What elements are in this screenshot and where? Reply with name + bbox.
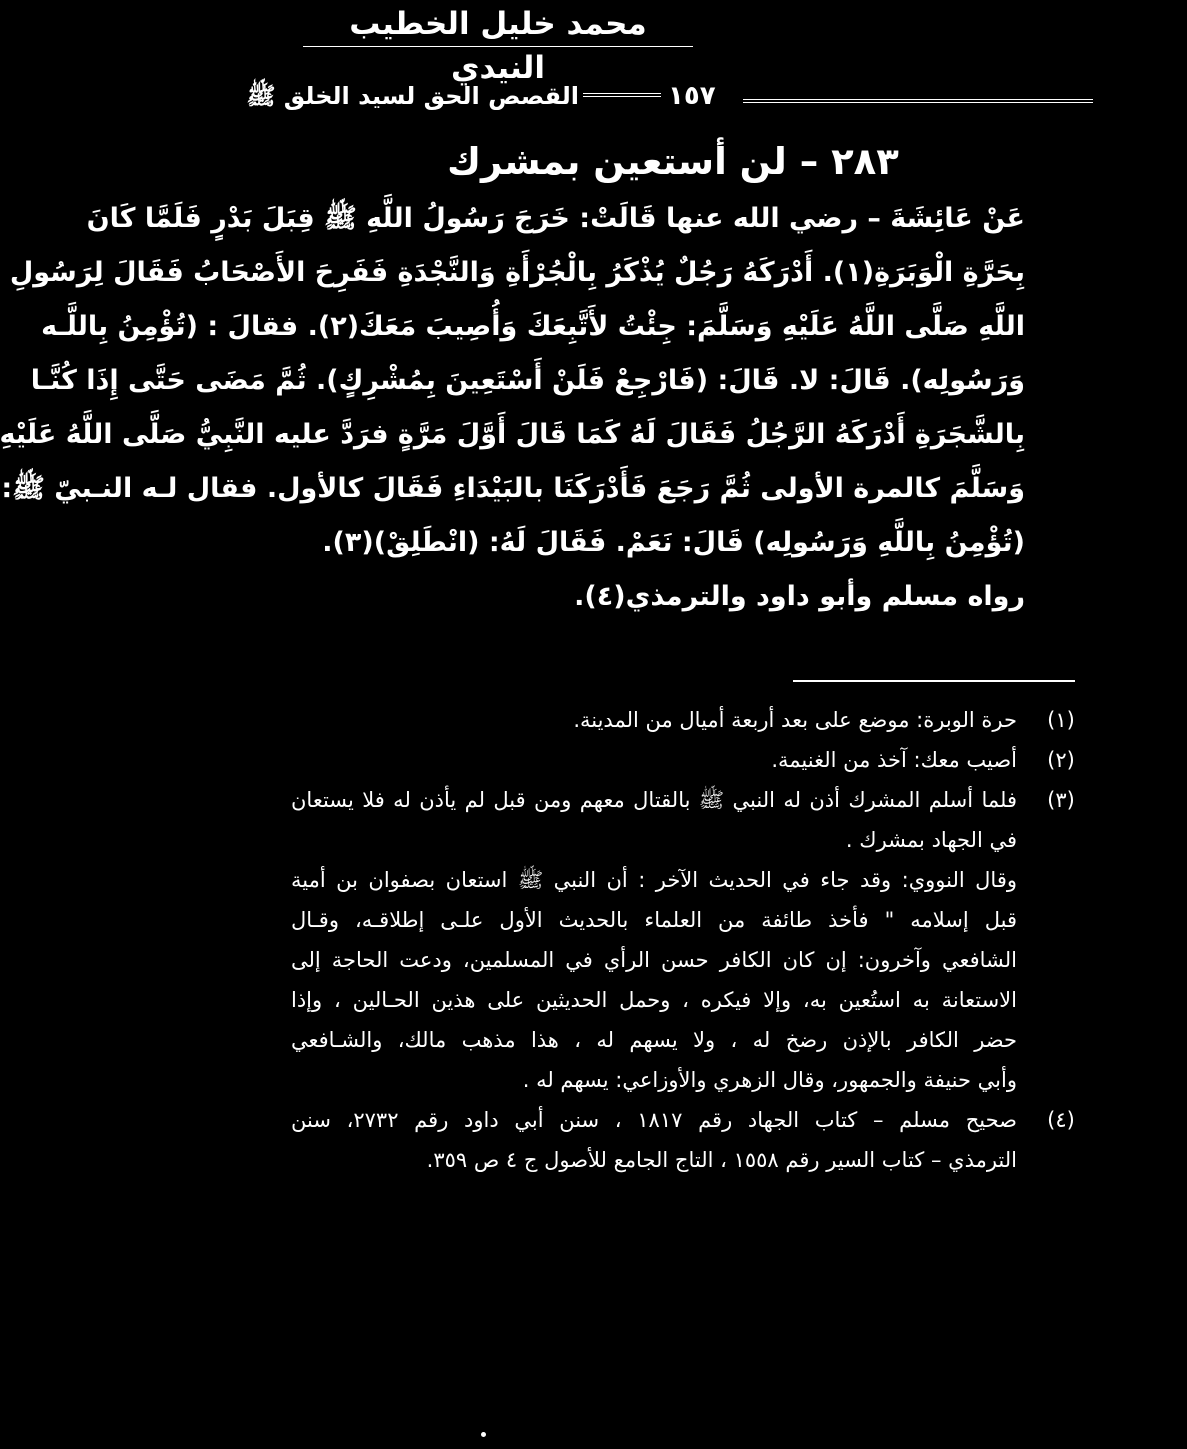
running-header [163,78,1187,114]
footnote-number: (٢) [1047,748,1075,772]
footnote-line: فلما أسلم المشرك أذن له النبي ﷺ بالقتال معهم ومن قبل لم يأذن له فلا يستعان [291,788,1017,812]
footnote [291,740,1091,780]
footnote-separator [793,680,1075,682]
hadith-line: اللَّهِ صَلَّى اللَّهُ عَلَيْهِ وَسَلَّمَ: جِئْتُ لأَتَّبِعَكَ وَأُصِيبَ مَعَكَ(٢). فقالَ : (تُؤْمِنُ بِاللَّـه [41,311,1025,342]
footnote [291,700,1091,740]
footnote-line: الترمذي – كتاب السير رقم ١٥٥٨ ، التاج الجامع للأصول ج ٤ ص ٣٥٩. [426,1148,1017,1172]
hadith-line: بِحَرَّةِ الْوَبَرَةِ(١). أَدْرَكَهُ رَجُلٌ يُذْكَرُ بِالْجُرْأَةِ وَالنَّجْدَةِ فَفَرِحَ الأَصْحَابُ فَقَالَ لِرَسُولِ [9,257,1025,288]
footnote-number: (١) [1047,708,1075,732]
footnote-line: أصيب معك: آخذ من الغنيمة. [771,748,1017,772]
footnote-line: الشافعي وآخرون: إن كان الكافر حسن الرأي في المسلمين، ودعت الحاجة إلى [291,948,1017,972]
scan-speck [481,1432,486,1437]
chapter-title: ٢٨٣ – لن أستعين بمشرك [447,140,899,183]
footnote [291,780,1091,1100]
footnote-number: (٣) [1047,788,1075,812]
hadith-line: وَسَلَّمَ كالمرة الأولى ثُمَّ رَجَعَ فَأَدْرَكَنَا بالبَيْدَاءِ فَقَالَ كالأول. فقال لـه النـبيّ ﷺ: [1,473,1025,504]
hadith-line: عَنْ عَائِشَةَ – رضي الله عنها قَالَتْ: خَرَجَ رَسُولُ اللَّهِ ﷺ قِبَلَ بَدْرٍ فَلَمَّا كَانَ [86,203,1025,234]
header-rule [743,99,1093,103]
author-name: محمد خليل الخطيب النيدي [303,2,693,47]
footnote-line: وأبي حنيفة والجمهور، وقال الزهري والأوزاعي: يسهم له . [522,1068,1017,1092]
footnote-line: قبل إسلامه " فأخذ طائفة من العلماء بالحديث الأول علـى إطلاقـه، وقـال [291,908,1017,932]
footnote-line: صحيح مسلم – كتاب الجهاد رقم ١٨١٧ ، سنن أبي داود رقم ٢٧٣٢، سنن [291,1108,1018,1132]
footnote-line: حضر الكافر بالإذن رضخ له ، ولا يسهم له ، هذا مذهب مالك، والشـافعي [291,1028,1017,1052]
page-number: ١٥٧ [668,81,716,111]
hadith-line: وَرَسُولِه). قَالَ: لا. قَالَ: (فَارْجِعْ فَلَنْ أَسْتَعِينَ بِمُشْرِكٍ). ثُمَّ مَضَى حَتَّى إِذَا كُنَّـا [30,365,1025,396]
footnotes [291,700,1091,1180]
footnote-line: الاستعانة به استُعين به، وإلا فيكره ، وحمل الحديثين على هذين الحـالين ، وإذا [291,988,1017,1012]
hadith-line: بِالشَّجَرَةِ أَدْرَكَهُ الرَّجُلُ فَقَالَ لَهُ كَمَا قَالَ أَوَّلَ مَرَّةٍ فرَدَّ عليه النَّبِيُّ صَلَّى اللَّهُ عَلَيْهِ [0,419,1025,450]
header-rule [583,93,661,97]
footnote-line: وقال النووي: وقد جاء في الحديث الآخر : أن النبي ﷺ استعان بصفوان بن أمية [291,868,1017,892]
footnote-line: حرة الوبرة: موضع على بعد أربعة أميال من المدينة. [573,708,1017,732]
footnote-number: (٤) [1047,1108,1075,1132]
hadith-line: (تُؤْمِنُ بِاللَّهِ وَرَسُولِه) قَالَ: نَعَمْ. فَقَالَ لَهُ: (انْطَلِقْ)(٣). [322,527,1025,558]
running-title: القصص الحق لسيد الخلق ﷺ [246,82,579,110]
hadith-source: رواه مسلم وأبو داود والترمذي(٤). [574,581,1025,612]
footnote-line: في الجهاد بمشرك . [845,828,1017,852]
hadith-text [0,192,1025,624]
footnote [291,1100,1091,1180]
